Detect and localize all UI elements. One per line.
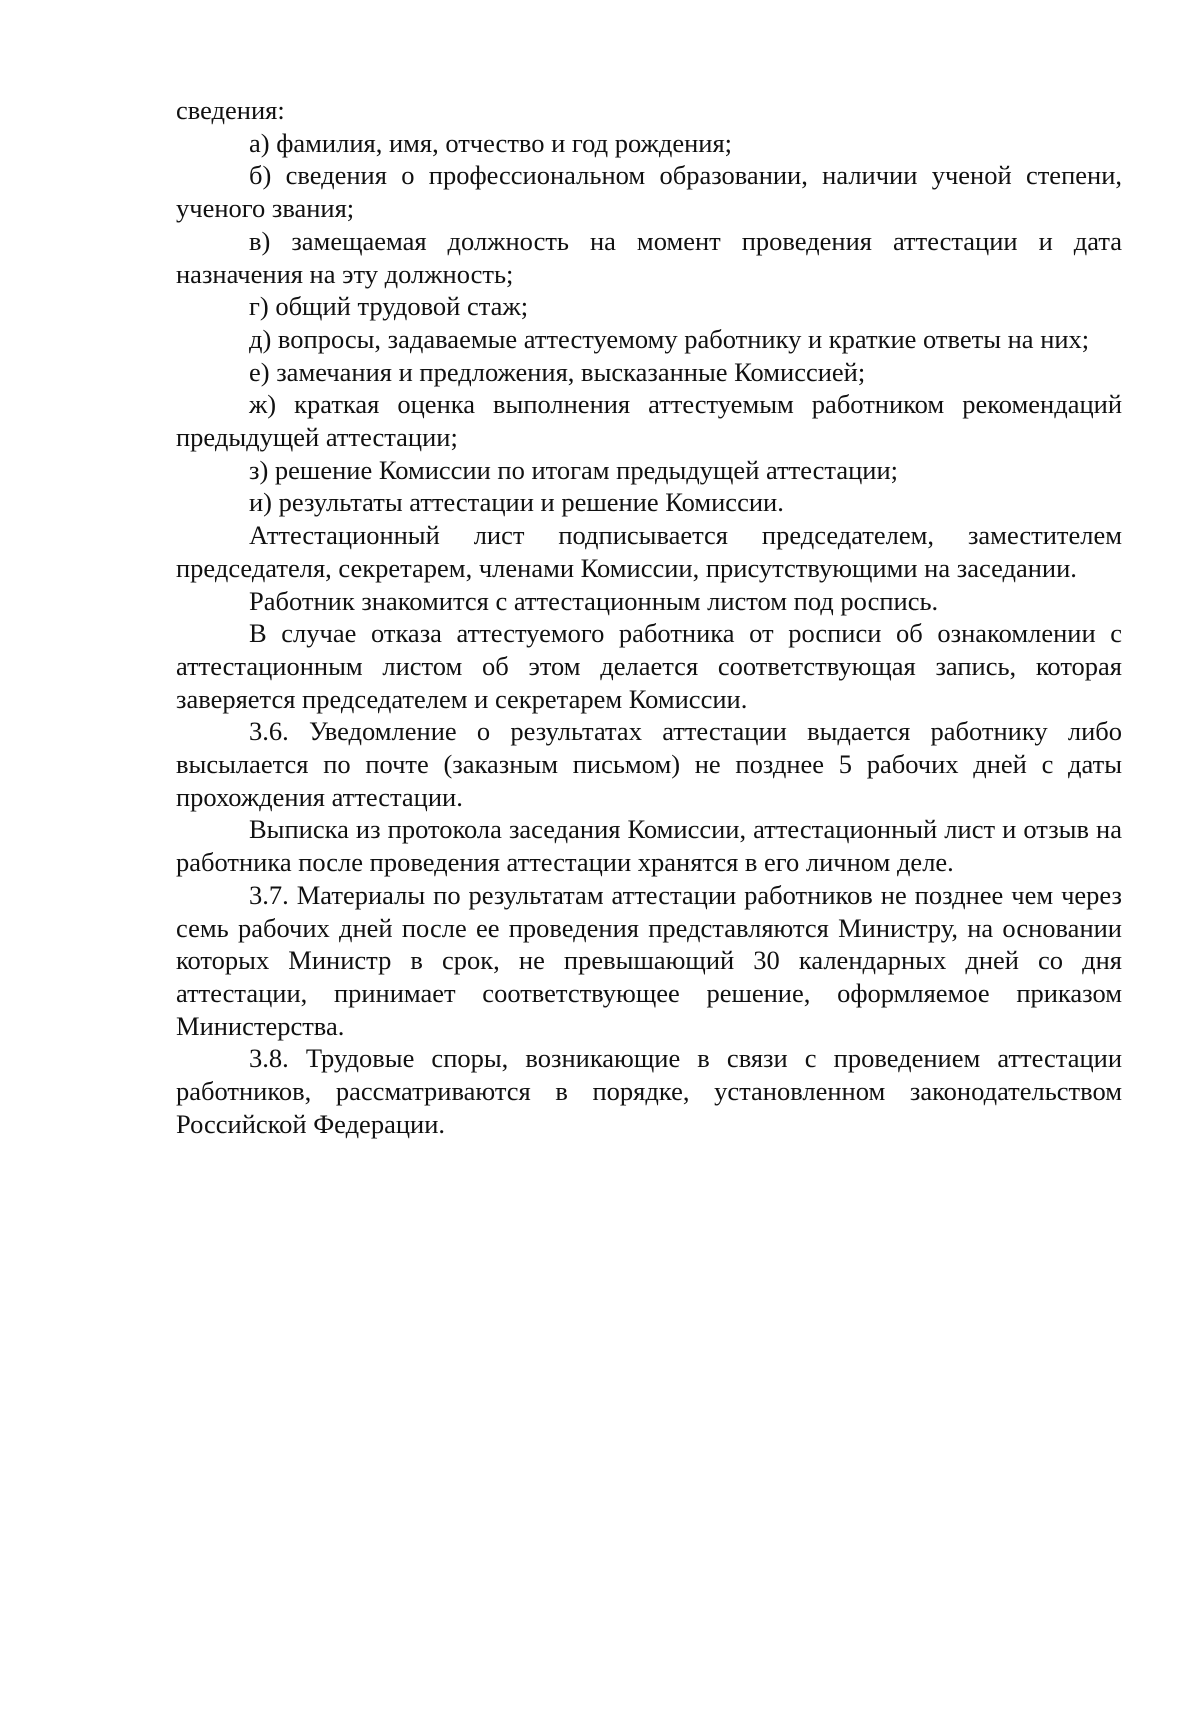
list-item-i: и) результаты аттестации и решение Комиссии. <box>249 487 784 518</box>
section-3-7: 3.7. Материалы по результатам аттестации работников не позднее чем через семь рабочих дней после ее проведения представляются Министру, на основании которых Министр в срок, не превышающий 30 календарных дней со дня аттестации, принимает соответствующее решение, оформляемое приказом Министерства. <box>176 879 1122 1041</box>
list-item-a: а) фамилия, имя, отчество и год рождения; <box>249 127 733 158</box>
list-item-v: в) замещаемая должность на момент проведения аттестации и дата назначения на эту должность; <box>176 225 1122 289</box>
section-3-8: 3.8. Трудовые споры, возникающие в связи с проведением аттестации работников, рассматриваются в порядке, установленном законодательством Российской Федерации. <box>176 1043 1122 1139</box>
section-3-6: 3.6. Уведомление о результатах аттестации выдается работнику либо высылается по почте (заказным письмом) не позднее 5 рабочих дней с даты прохождения аттестации. <box>176 716 1122 812</box>
paragraph-refusal: В случае отказа аттестуемого работника от росписи об ознакомлении с аттестационным листом об этом делается соответствующая запись, которая заверяется председателем и секретарем Комиссии. <box>176 618 1122 714</box>
paragraph-signing: Аттестационный лист подписывается председателем, заместителем председателя, секретарем, членами Комиссии, присутствующими на заседании. <box>176 520 1122 583</box>
list-item-b: б) сведения о профессиональном образовании, наличии ученой степени, ученого звания; <box>176 160 1122 224</box>
list-item-d: д) вопросы, задаваемые аттестуемому работнику и краткие ответы на них; <box>249 323 1090 354</box>
paragraph-extract: Выписка из протокола заседания Комиссии, аттестационный лист и отзыв на работника после проведения аттестации хранятся в его личном деле. <box>176 814 1122 878</box>
list-item-zh: ж) краткая оценка выполнения аттестуемым работником рекомендаций предыдущей аттестации; <box>176 389 1122 453</box>
paragraph-intro: сведения: <box>176 95 285 125</box>
paragraph-acknowledge: Работник знакомится с аттестационным листом под роспись. <box>249 585 939 616</box>
list-item-g: г) общий трудовой стаж; <box>249 291 529 322</box>
document-body <box>176 94 1122 1141</box>
list-item-z: з) решение Комиссии по итогам предыдущей аттестации; <box>249 454 898 485</box>
list-item-e: е) замечания и предложения, высказанные Комиссией; <box>249 356 866 387</box>
